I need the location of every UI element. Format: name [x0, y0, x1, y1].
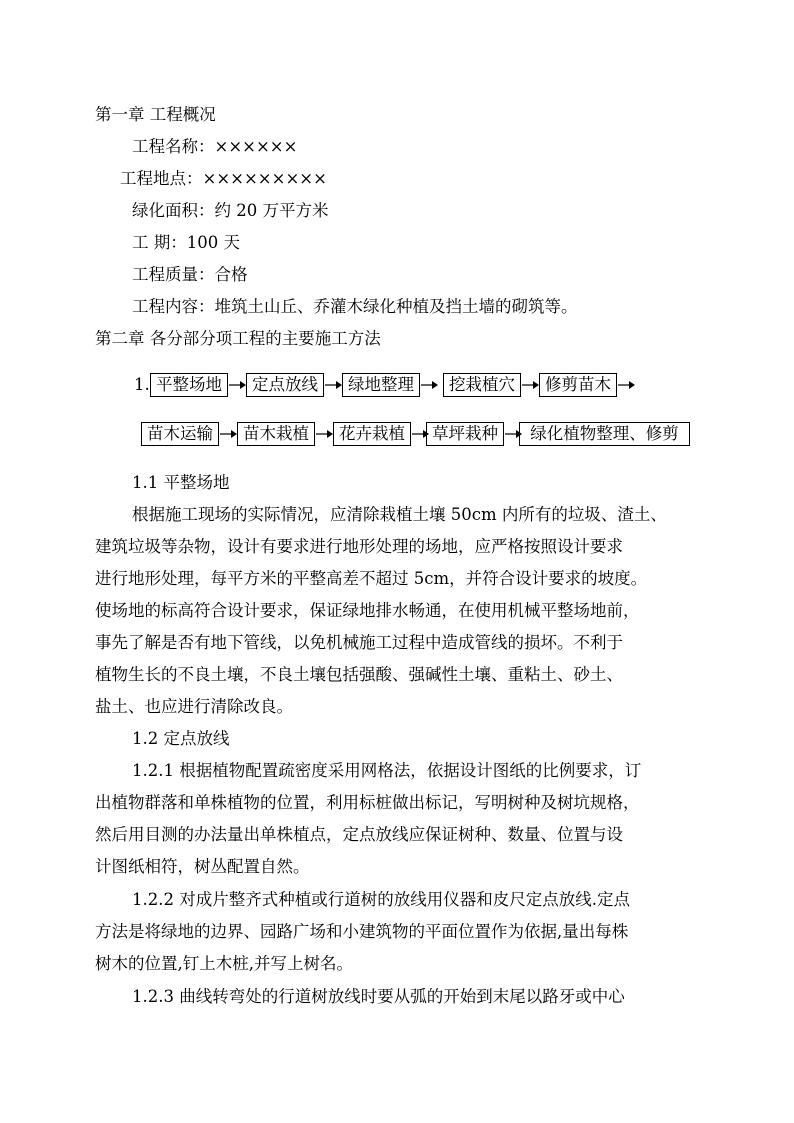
body-line: 方法是将绿地的边界、园路广场和小建筑物的平面位置作为依据,量出每株 — [95, 922, 629, 941]
arrow-right-icon — [316, 428, 333, 440]
flow-step: 苗木运输 — [141, 422, 219, 446]
project-location: 工程地点：××××××××× — [120, 169, 327, 188]
flow-row-2 — [0, 422, 794, 448]
project-content: 工程内容：堆筑土山丘、乔灌木绿化种植及挡土墙的砌筑等。 — [132, 297, 578, 316]
body-line: 然后用目测的办法量出单株植点，定点放线应保证树种、数量、位置与设 — [95, 825, 623, 844]
flow-row-1 — [0, 373, 794, 399]
body-line: 建筑垃圾等杂物，设计有要求进行地形处理的场地，应严格按照设计要求 — [95, 537, 623, 556]
arrow-right-icon — [220, 428, 237, 440]
flow-step: 平整场地 — [150, 373, 228, 397]
project-name: 工程名称：×××××× — [132, 137, 298, 156]
section-1-1-heading: 1.1 平整场地 — [132, 473, 230, 492]
flow-step: 定点放线 — [246, 373, 324, 397]
flow-step: 修剪苗木 — [539, 373, 617, 397]
arrow-right-icon — [325, 379, 342, 391]
flow-step: 挖栽植穴 — [443, 373, 521, 397]
arrow-right-icon — [421, 379, 438, 391]
body-line: 1.2.1 根据植物配置疏密度采用网格法，依据设计图纸的比例要求，订 — [132, 761, 642, 780]
project-period: 工 期：100 天 — [132, 233, 240, 252]
body-line: 盐土、也应进行清除改良。 — [95, 697, 293, 716]
body-line: 植物生长的不良土壤，不良土壤包括强酸、强碱性土壤、重粘土、砂土、 — [95, 665, 623, 684]
section-1-2-heading: 1.2 定点放线 — [132, 729, 230, 748]
body-line: 计图纸相符，树丛配置自然。 — [95, 857, 310, 876]
chapter1-heading: 第一章 工程概况 — [95, 105, 216, 124]
body-line: 1.2.3 曲线转弯处的行道树放线时要从弧的开始到末尾以路牙或中心 — [132, 987, 625, 1006]
flow-step: 花卉栽植 — [333, 422, 411, 446]
arrow-right-icon — [618, 379, 635, 391]
body-line: 使场地的标高符合设计要求，保证绿地排水畅通，在使用机械平整场地前， — [95, 601, 640, 620]
body-line: 事先了解是否有地下管线，以免机械施工过程中造成管线的损坏。不利于 — [95, 633, 623, 652]
flow-step: 草坪栽种 — [426, 422, 504, 446]
body-line: 进行地形处理，每平方米的平整高差不超过 5cm，并符合设计要求的坡度。 — [95, 569, 648, 588]
arrow-right-icon — [522, 379, 539, 391]
body-line: 树木的位置,钉上木桩,并写上树名。 — [95, 954, 353, 973]
flow-step: 绿地整理 — [342, 373, 420, 397]
green-area: 绿化面积：约 20 万平方米 — [132, 201, 329, 220]
flow-step: 绿化植物整理、修剪 — [519, 422, 690, 446]
arrow-right-icon — [229, 379, 246, 391]
chapter2-heading: 第二章 各分部分项工程的主要施工方法 — [95, 329, 381, 348]
flow-step: 苗木栽植 — [237, 422, 315, 446]
body-line: 1.2.2 对成片整齐式种植或行道树的放线用仪器和皮尺定点放线.定点 — [132, 890, 630, 909]
body-line: 出植物群落和单株植物的位置，利用标桩做出标记，写明树种及树坑规格， — [95, 793, 640, 812]
project-quality: 工程质量：合格 — [132, 265, 248, 284]
flow-number: 1. — [134, 375, 150, 394]
body-line: 根据施工现场的实际情况，应清除栽植土壤 50cm 内所有的垃圾、渣土、 — [132, 505, 667, 524]
